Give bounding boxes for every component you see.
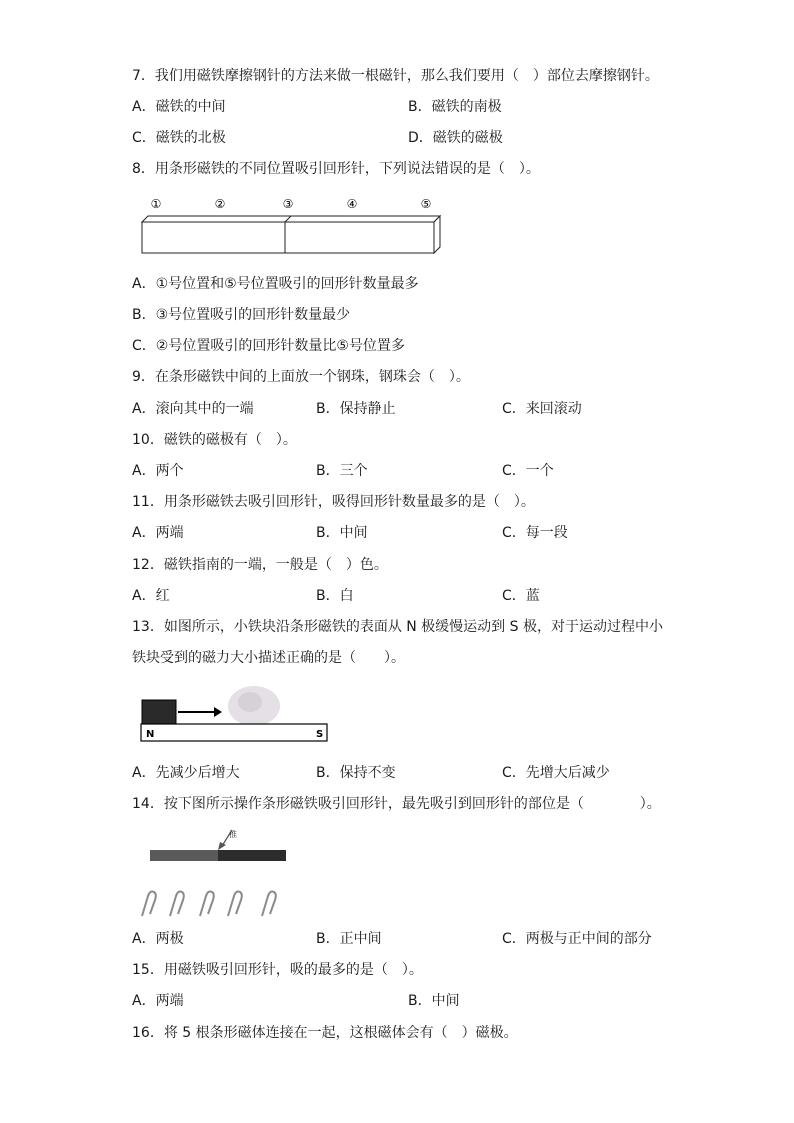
q9-option-c[interactable]: C．来回滚动 bbox=[502, 401, 582, 417]
bar-magnet-top-face bbox=[142, 216, 440, 222]
q12-option-c[interactable]: C．蓝 bbox=[502, 588, 540, 604]
question-14-stem: 14．按下图所示操作条形磁铁吸引回形针，最先吸引到回形针的部位是（ ）。 bbox=[132, 796, 661, 812]
q11-option-a[interactable]: A．两端 bbox=[132, 525, 184, 541]
q7-option-a[interactable]: A．磁铁的中间 bbox=[132, 99, 226, 115]
iron-block-on-magnet-figure bbox=[138, 684, 338, 746]
question-15-stem: 15．用磁铁吸引回形针，吸的最多的是（ ）。 bbox=[132, 962, 423, 978]
q12-option-a[interactable]: A．红 bbox=[132, 588, 170, 604]
south-pole-label: S bbox=[316, 729, 324, 740]
q13-option-b[interactable]: B．保持不变 bbox=[316, 765, 396, 781]
question-13-stem-line2: 铁块受到的磁力大小描述正确的是（ ）。 bbox=[132, 650, 405, 666]
q13-option-c[interactable]: C．先增大后减少 bbox=[502, 765, 610, 781]
q10-option-c[interactable]: C．一个 bbox=[502, 463, 554, 479]
question-7-stem: 7．我们用磁铁摩擦钢针的方法来做一根磁针，那么我们要用（ ）部位去摩擦钢针。 bbox=[132, 68, 659, 84]
q14-option-b[interactable]: B．正中间 bbox=[316, 931, 382, 947]
question-10-stem: 10．磁铁的磁极有（ ）。 bbox=[132, 432, 297, 448]
q8-option-c[interactable]: C．②号位置吸引的回形针数量比⑤号位置多 bbox=[132, 338, 405, 354]
paperclip-icon bbox=[142, 892, 156, 917]
q8-option-a[interactable]: A．①号位置和⑤号位置吸引的回形针数量最多 bbox=[132, 276, 419, 292]
q7-option-d[interactable]: D．磁铁的磁极 bbox=[408, 130, 503, 146]
question-12-stem: 12．磁铁指南的一端，一般是（ ）色。 bbox=[132, 557, 388, 573]
question-11-stem: 11．用条形磁铁去吸引回形针，吸得回形针数量最多的是（ ）。 bbox=[132, 494, 535, 510]
push-magnet-paperclips-figure bbox=[140, 824, 300, 924]
q15-option-b[interactable]: B．中间 bbox=[408, 993, 460, 1009]
q10-option-a[interactable]: A．两个 bbox=[132, 463, 184, 479]
question-13-stem-line1: 13．如图所示，小铁块沿条形磁铁的表面从 N 极缓慢运动到 S 极，对于运动过程中小 bbox=[132, 619, 663, 635]
q11-option-b[interactable]: B．中间 bbox=[316, 525, 368, 541]
bar-magnet-front-face bbox=[142, 222, 434, 253]
bar-magnet-side-face bbox=[434, 216, 440, 253]
position-label-4: ④ bbox=[346, 197, 358, 211]
position-label-5: ⑤ bbox=[420, 197, 432, 211]
iron-block bbox=[142, 700, 176, 724]
bar-magnet-positions-figure bbox=[138, 192, 448, 262]
north-pole-label: N bbox=[146, 729, 155, 740]
paperclip-icon bbox=[170, 892, 184, 917]
paperclip-icon bbox=[200, 892, 214, 917]
q12-option-b[interactable]: B．白 bbox=[316, 588, 354, 604]
paperclip-icon bbox=[262, 892, 276, 917]
position-label-1: ① bbox=[150, 197, 162, 211]
question-9-stem: 9．在条形磁铁中间的上面放一个钢珠，钢珠会（ ）。 bbox=[132, 369, 470, 385]
q11-option-c[interactable]: C．每一段 bbox=[502, 525, 568, 541]
question-16-stem: 16．将 5 根条形磁体连接在一起，这根磁体会有（ ）磁极。 bbox=[132, 1025, 518, 1041]
push-label: 推 bbox=[229, 830, 237, 839]
question-8-stem: 8．用条形磁铁的不同位置吸引回形针，下列说法错误的是（ ）。 bbox=[132, 161, 540, 177]
position-label-3: ③ bbox=[282, 197, 294, 211]
q7-option-c[interactable]: C．磁铁的北极 bbox=[132, 130, 226, 146]
q14-option-a[interactable]: A．两极 bbox=[132, 931, 184, 947]
position-label-2: ② bbox=[214, 197, 226, 211]
q8-option-b[interactable]: B．③号位置吸引的回形针数量最少 bbox=[132, 307, 351, 323]
bar-magnet-left-half bbox=[150, 850, 218, 861]
q7-option-b[interactable]: B．磁铁的南极 bbox=[408, 99, 502, 115]
bar-magnet bbox=[141, 724, 327, 741]
q14-option-c[interactable]: C．两极与正中间的部分 bbox=[502, 931, 652, 947]
q15-option-a[interactable]: A．两端 bbox=[132, 993, 184, 1009]
q13-option-a[interactable]: A．先减少后增大 bbox=[132, 765, 240, 781]
q9-option-a[interactable]: A．滚向其中的一端 bbox=[132, 401, 254, 417]
q9-option-b[interactable]: B．保持静止 bbox=[316, 401, 396, 417]
bar-magnet-right-half bbox=[218, 850, 286, 861]
paperclip-icon bbox=[228, 892, 242, 917]
q10-option-b[interactable]: B．三个 bbox=[316, 463, 368, 479]
